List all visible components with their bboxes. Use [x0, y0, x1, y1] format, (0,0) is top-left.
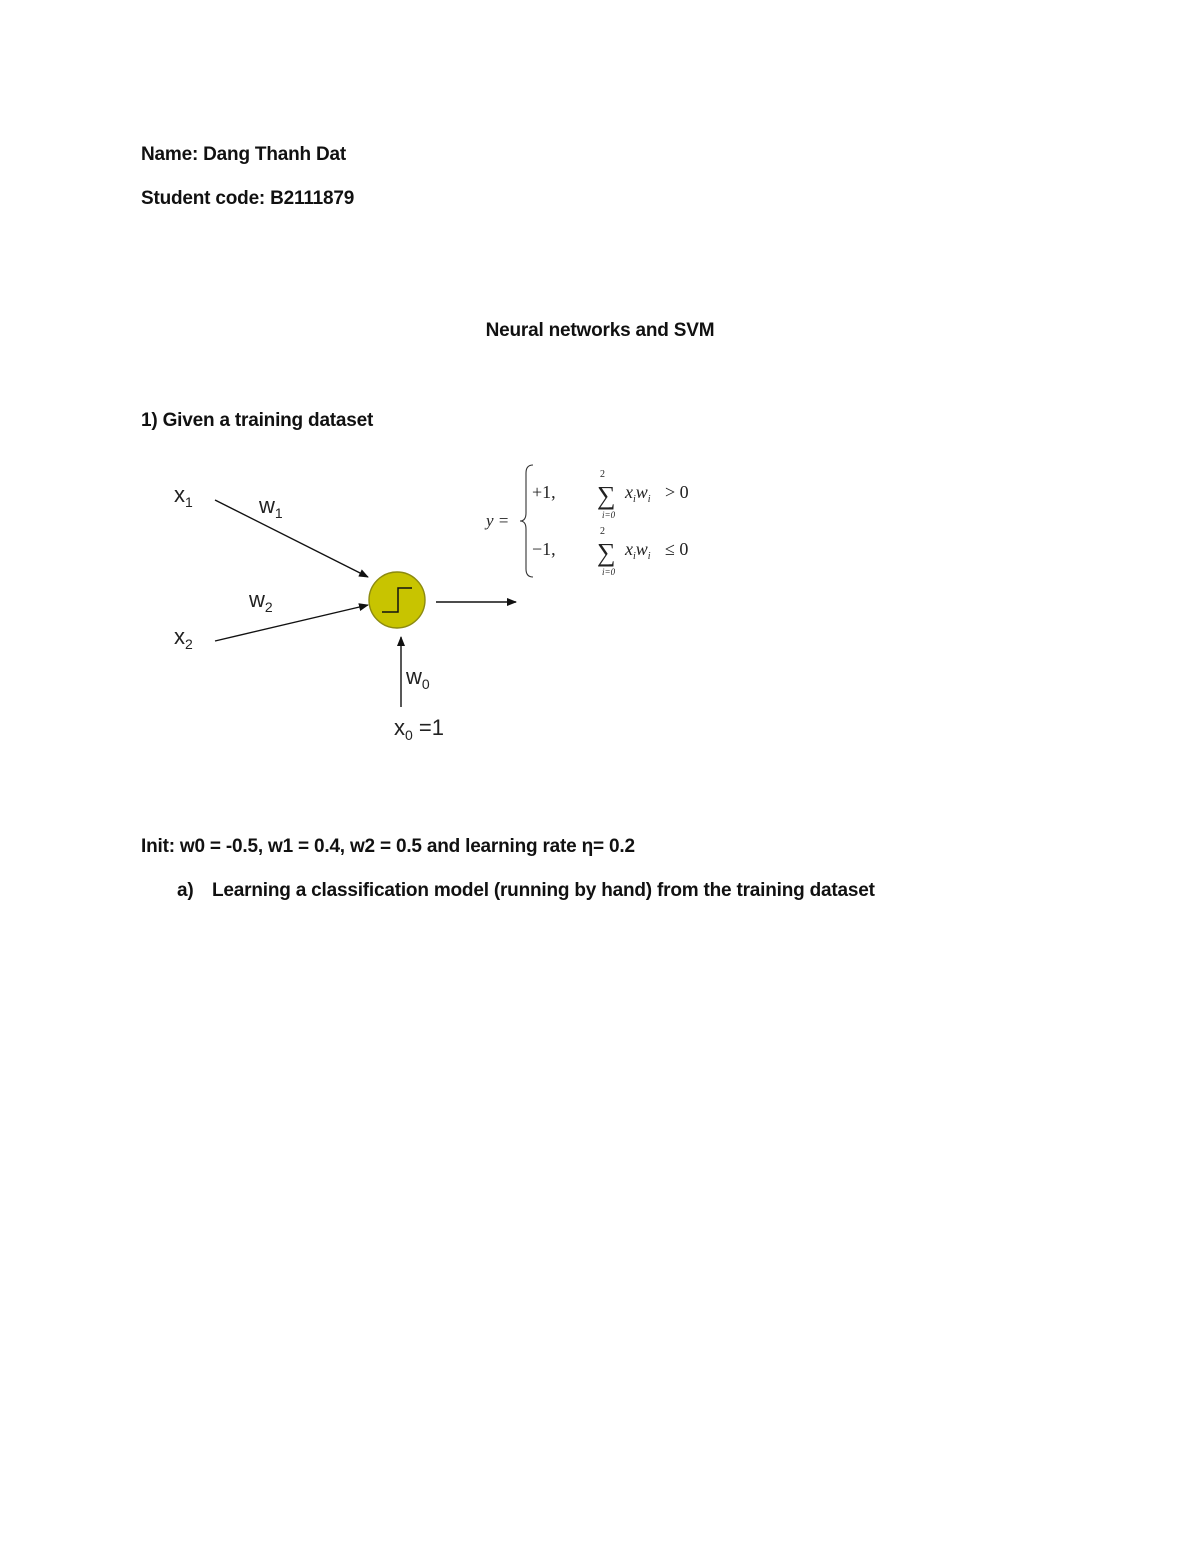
bias-input-x0-label: $x_0 =1$ [394, 715, 444, 743]
perceptron-diagram [160, 455, 720, 755]
activation-formula [484, 465, 689, 577]
case1-lower-limit: i=0 [602, 510, 616, 520]
case1-value: +1, [532, 482, 556, 502]
case1-term: $x_iw_i$ [625, 482, 651, 505]
x2-edge-arrow [215, 605, 368, 641]
student-name: Name: Dang Thanh Dat [141, 144, 347, 165]
case1-upper-limit: 2 [600, 469, 605, 480]
neuron-node [369, 572, 425, 628]
input-x2-label: $x_2$ [174, 624, 193, 652]
case2-upper-limit: 2 [600, 526, 605, 537]
list-item-text: Learning a classification model (running by hand) from the training dataset [212, 880, 875, 901]
list-item-marker: a) [177, 880, 194, 901]
case2-sigma: ∑ [597, 538, 616, 567]
weight-w0-label: $w_0$ [406, 664, 430, 692]
weight-w1-label: $w_1$ [259, 493, 283, 521]
question-1-heading: 1) Given a training dataset [141, 410, 374, 431]
case1-sigma: ∑ [597, 481, 616, 510]
formula-lhs: y = [486, 511, 510, 530]
case2-value: −1, [532, 539, 556, 559]
init-parameters: Init: w0 = -0.5, w1 = 0.4, w2 = 0.5 and learning rate η= 0.2 [141, 836, 635, 857]
case2-term: $x_iw_i$ [625, 539, 651, 562]
case1-condition: > 0 [665, 482, 689, 502]
student-code: Student code: B2111879 [141, 188, 355, 209]
document-title: Neural networks and SVM [485, 320, 715, 341]
case2-condition: ≤ 0 [665, 539, 689, 559]
input-x1-label: $x_1$ [174, 482, 193, 510]
weight-w2-label: $w_2$ [249, 587, 273, 615]
case2-lower-limit: i=0 [602, 567, 616, 577]
x1-edge-arrow [215, 500, 368, 577]
